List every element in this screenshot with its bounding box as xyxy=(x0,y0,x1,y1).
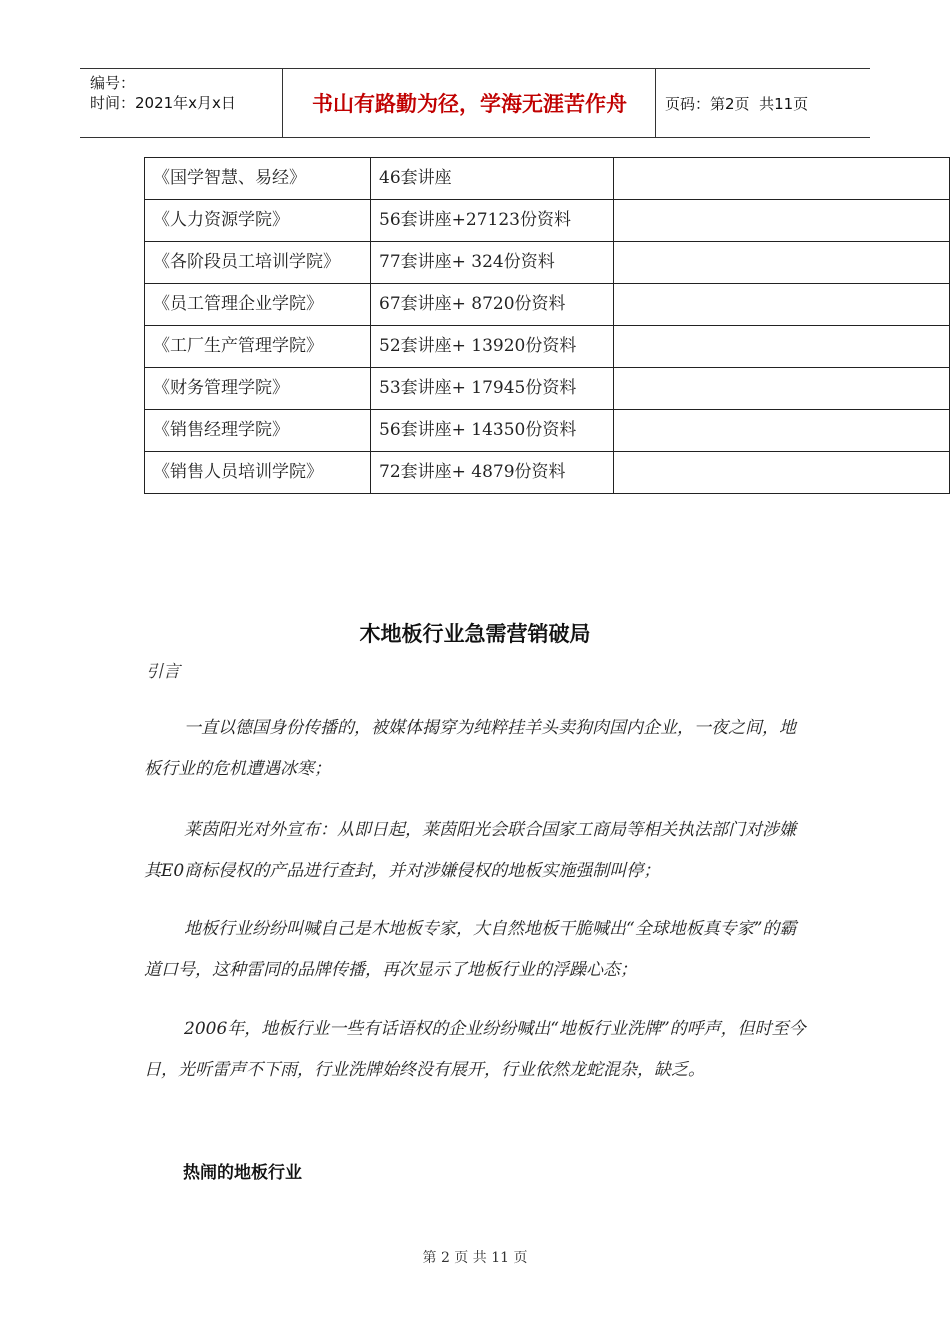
table-cell-name: 《各阶段员工培训学院》 xyxy=(145,242,371,284)
table-cell-content: 67套讲座+ 8720份资料 xyxy=(371,284,614,326)
article-paragraph: 2006年，地板行业一些有话语权的企业纷纷喊出“地板行业洗牌”的呼声，但时至今日，光听雷声不下雨，行业洗牌始终没有展开，行业依然龙蛇混杂，缺乏。 xyxy=(144,1019,806,1080)
header-motto: 书山有路勤为径，学海无涯苦作舟 xyxy=(312,92,627,116)
table-row xyxy=(145,200,950,242)
table-cell-note xyxy=(614,200,950,242)
table-row xyxy=(145,284,950,326)
number-label: 编号： xyxy=(90,74,136,92)
table-cell-name: 《销售人员培训学院》 xyxy=(145,452,371,494)
table-cell-name: 《财务管理学院》 xyxy=(145,368,371,410)
section-subheading: 热闹的地板行业 xyxy=(183,1163,302,1183)
page-footer: 第 2 页 共 11 页 xyxy=(422,1250,528,1266)
table-cell-note xyxy=(614,368,950,410)
article-paragraph: 一直以德国身份传播的，被媒体揭穿为纯粹挂羊头卖狗肉国内企业，一夜之间，地板行业的危机遭遇冰寒； xyxy=(144,718,796,779)
header-divider xyxy=(655,69,656,137)
article-paragraph: 莱茵阳光对外宣布：从即日起，莱茵阳光会联合国家工商局等相关执法部门对涉嫌其E0商标侵权的产品进行查封，并对涉嫌侵权的地板实施强制叫停； xyxy=(144,820,796,881)
table-row xyxy=(145,242,950,284)
table-cell-note xyxy=(614,242,950,284)
table-cell-content: 77套讲座+ 324份资料 xyxy=(371,242,614,284)
table-cell-content: 56套讲座+27123份资料 xyxy=(371,200,614,242)
table-cell-note xyxy=(614,326,950,368)
table-cell-note xyxy=(614,284,950,326)
page-header xyxy=(80,68,870,138)
table-cell-content: 56套讲座+ 14350份资料 xyxy=(371,410,614,452)
intro-label: 引言 xyxy=(146,662,180,682)
table-row xyxy=(145,158,950,200)
time-label: 时间：2021年x月x日 xyxy=(90,94,236,112)
table-cell-name: 《员工管理企业学院》 xyxy=(145,284,371,326)
table-cell-name: 《销售经理学院》 xyxy=(145,410,371,452)
table-cell-content: 72套讲座+ 4879份资料 xyxy=(371,452,614,494)
table-cell-content: 52套讲座+ 13920份资料 xyxy=(371,326,614,368)
table-row xyxy=(145,368,950,410)
table-cell-name: 《国学智慧、易经》 xyxy=(145,158,371,200)
table-cell-content: 46套讲座 xyxy=(371,158,614,200)
table-cell-content: 53套讲座+ 17945份资料 xyxy=(371,368,614,410)
header-meta xyxy=(90,73,236,113)
table-row xyxy=(145,452,950,494)
table-cell-note xyxy=(614,158,950,200)
table-row xyxy=(145,410,950,452)
header-page-info: 页码：第2页 共11页 xyxy=(665,94,809,113)
course-table xyxy=(144,157,950,494)
table-cell-name: 《人力资源学院》 xyxy=(145,200,371,242)
table-row xyxy=(145,326,950,368)
article-title: 木地板行业急需营销破局 xyxy=(359,622,591,646)
table-cell-note xyxy=(614,452,950,494)
table-cell-name: 《工厂生产管理学院》 xyxy=(145,326,371,368)
table-cell-note xyxy=(614,410,950,452)
article-paragraph: 地板行业纷纷叫喊自己是木地板专家，大自然地板干脆喊出“全球地板真专家”的霸道口号，这种雷同的品牌传播，再次显示了地板行业的浮躁心态； xyxy=(144,919,797,980)
